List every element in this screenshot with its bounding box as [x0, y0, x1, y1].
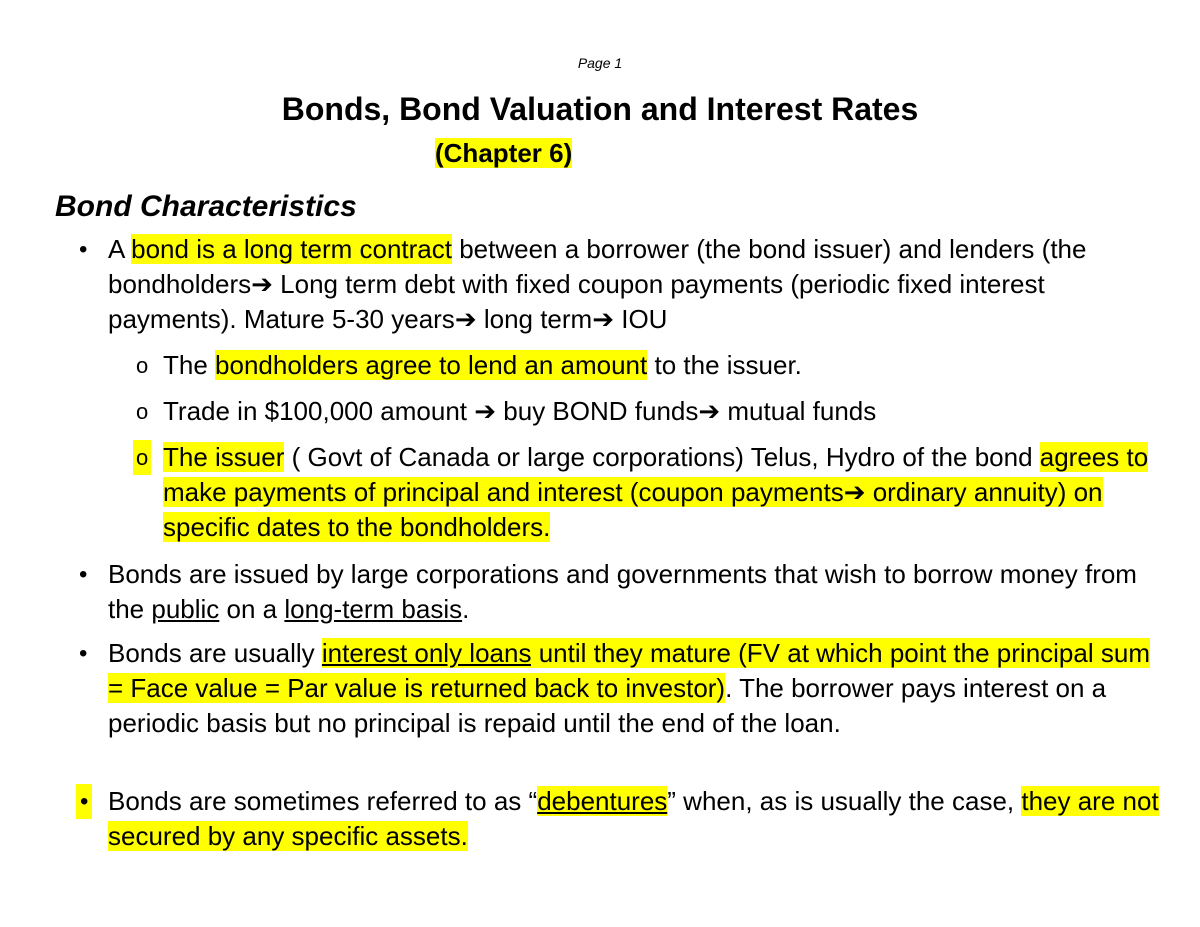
page-number: Page 1: [577, 55, 623, 71]
section-heading: Bond Characteristics: [55, 190, 357, 223]
bullet-item-issuers: Bonds are issued by large corporations and governments that wish to borrow money from the public on a long-term basis.: [108, 559, 1137, 624]
arrow-icon: ➔: [592, 304, 615, 334]
bullet-item-debentures: Bonds are sometimes referred to as “debentures” when, as is usually the case, they are not secured by any specific assets.: [108, 786, 1159, 851]
arrow-icon: ➔: [843, 477, 866, 507]
bullet-icon: •: [79, 236, 88, 263]
arrow-icon: ➔: [698, 396, 721, 426]
sub-bullet-icon: o: [133, 440, 151, 475]
arrow-icon: ➔: [251, 269, 273, 299]
sub-item-trade-amount: Trade in $100,000 amount ➔ buy BOND funds➔ mutual funds: [163, 396, 877, 426]
arrow-icon: ➔: [474, 396, 497, 426]
chapter-subtitle: (Chapter 6): [435, 138, 573, 168]
bullet-icon: •: [76, 784, 92, 819]
arrow-icon: ➔: [454, 304, 477, 334]
bullet-icon: •: [79, 561, 88, 588]
sub-item-issuer: The issuer ( Govt of Canada or large corporations) Telus, Hydro of the bond agrees to make payments of principal and interest (coupon payments➔ ordinary annuity) on specific dates to the bondholders.: [163, 442, 1149, 542]
bullet-item-bond-definition: A bond is a long term contract between a borrower (the bond issuer) and lenders (the bondholders➔ Long term debt with fixed coupon payments (periodic fixed interest payments). Mature 5-30 years➔ long term➔ IOU: [108, 234, 1087, 334]
bullet-item-interest-only: Bonds are usually interest only loans until they mature (FV at which point the principal sum = Face value = Par value is returned back to investor). The borrower pays interest on a periodic basis but no principal is repaid until the end of the loan.: [108, 638, 1150, 738]
sub-bullet-icon: o: [136, 399, 149, 424]
document-title: Bonds, Bond Valuation and Interest Rates: [281, 91, 919, 127]
sub-item-bondholders: The bondholders agree to lend an amount to the issuer.: [163, 350, 802, 380]
bullet-icon: •: [79, 640, 88, 667]
sub-bullet-icon: o: [136, 353, 149, 378]
